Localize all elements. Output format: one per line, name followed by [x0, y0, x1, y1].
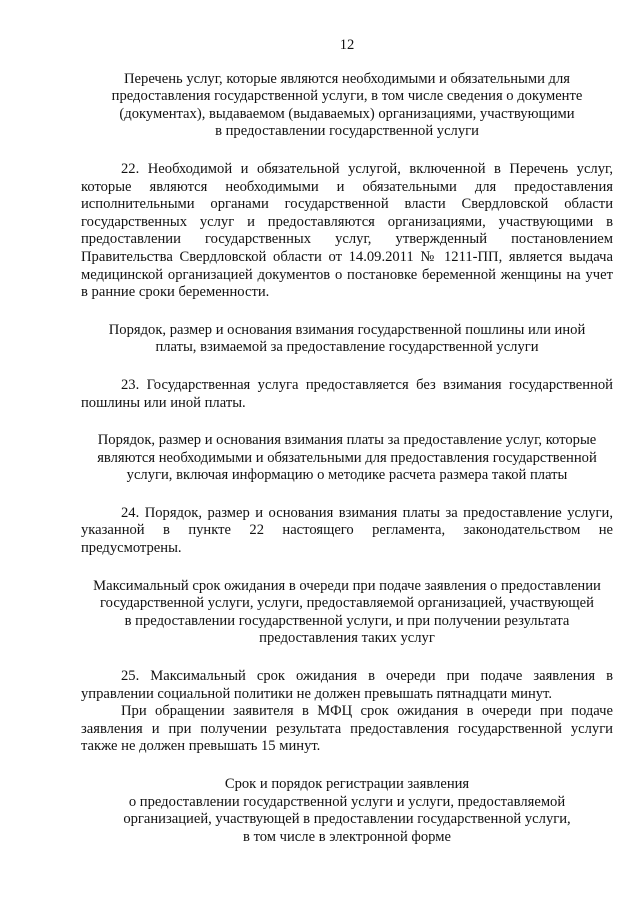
heading-line: услуги, включая информацию о методике расчета размера такой платы	[126, 467, 568, 484]
heading-line: платы, взимаемой за предоставление государственной услуги	[155, 339, 539, 356]
heading-line: Порядок, размер и основания взимания платы за предоставление услуг, которые	[97, 432, 597, 449]
heading-line: (документах), выдаваемом (выдаваемых) организациями, участвующими	[119, 105, 575, 122]
heading-line: в том числе в электронной форме	[243, 828, 451, 845]
page-number: 12	[339, 37, 355, 53]
heading-line: Порядок, размер и основания взимания государственной пошлины или иной	[108, 321, 586, 338]
heading-line: в предоставлении государственной услуги, и при получении результата	[124, 612, 570, 629]
heading-line: организацией, участвующей в предоставлении государственной услуги,	[123, 811, 571, 828]
heading-line: Срок и порядок регистрации заявления	[224, 776, 470, 792]
heading-line: о предоставлении государственной услуги и услуги, предоставляемой	[128, 793, 566, 810]
heading-line: Максимальный срок ожидания в очереди при подаче заявления о предоставлении	[93, 577, 601, 594]
paragraph-23: 23. Государственная услуга предоставляется без взимания государственной пошлины или иной платы.	[81, 376, 613, 411]
section-heading-fee-for-services	[81, 432, 613, 485]
section-heading-max-waiting-time	[81, 578, 613, 648]
section-heading-state-fee	[81, 322, 613, 357]
heading-line: предоставления государственной услуги, в том числе сведения о документе	[111, 88, 583, 105]
heading-line: предоставления таких услуг	[259, 630, 435, 647]
paragraph-25: 25. Максимальный срок ожидания в очереди при подаче заявления в управлении социальной политики не должен превышать пятнадцати минут.	[81, 668, 613, 702]
heading-line: государственной услуги, услуги, предоставляемой организацией, участвующей	[100, 595, 594, 612]
heading-line: являются необходимыми и обязательными для предоставления государственной	[97, 449, 597, 466]
heading-line: Перечень услуг, которые являются необходимыми и обязательными для	[124, 70, 570, 87]
heading-line: в предоставлении государственной услуги	[215, 123, 479, 140]
paragraph-24: 24. Порядок, размер и основания взимания платы за предоставление услуги, указанной в пункте 22 настоящего регламента, законодательством не предусмотрены.	[81, 504, 613, 557]
paragraph-25-continued: При обращении заявителя в МФЦ срок ожидания в очереди при подаче заявления и при получении результата предоставления государственной услуги также не должен превышать 15 минут.	[81, 703, 613, 755]
section-heading-registration	[81, 776, 613, 846]
paragraph-22: 22. Необходимой и обязательной услугой, включенной в Перечень услуг, которые являются необходимыми и обязательными для предоставления исполнительными органами государственной власти Свердловской области государственных услуг и предоставляются организациями, участвующими в предоставлении государственных услуг, утвержденный постановлением Правительства Свердловской области от 14.09.2011 № 1211-ПП, является выдача медицинской организацией документов о постановке беременной женщины на учет в ранние сроки беременности.	[81, 160, 613, 301]
section-heading-required-services	[81, 71, 613, 141]
